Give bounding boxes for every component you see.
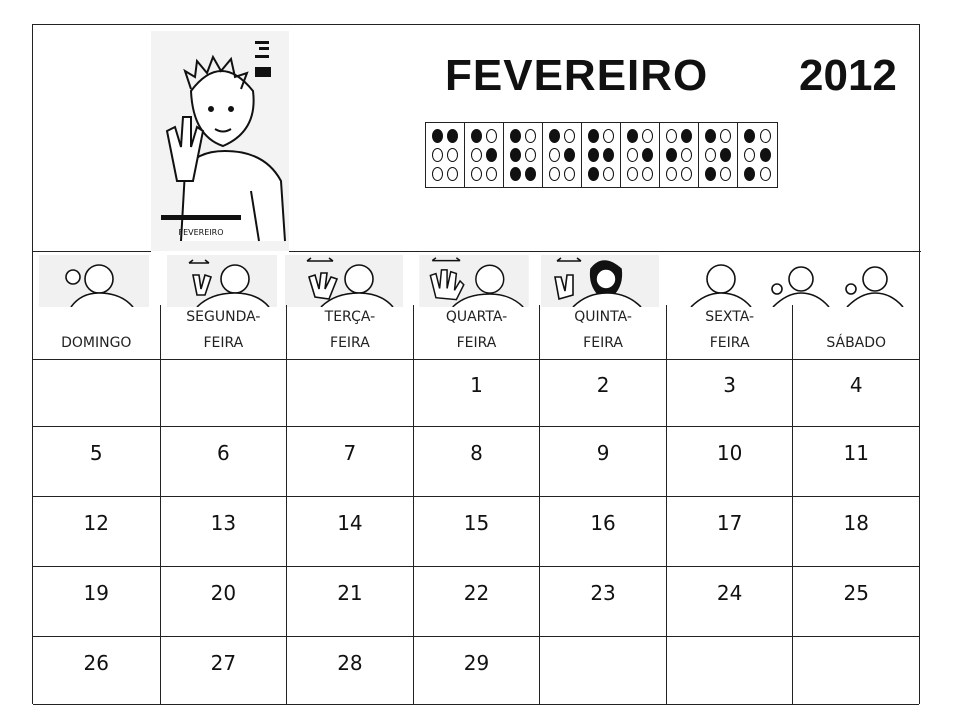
- day-cell: 19: [33, 567, 160, 637]
- sign-terca-icon: [285, 255, 403, 307]
- weekday-label-line2: SÁBADO: [826, 335, 887, 351]
- braille-dot-flat: [681, 148, 692, 162]
- day-cell: 27: [160, 637, 287, 705]
- braille-dot-flat: [603, 167, 614, 181]
- weekday-label-line2: FEIRA: [583, 335, 623, 351]
- year-title: 2012: [799, 51, 897, 100]
- braille-dot-raised: [603, 148, 614, 162]
- empty-day-cell: [33, 359, 160, 427]
- braille-dot-flat: [760, 167, 771, 181]
- braille-dot-flat: [447, 167, 458, 181]
- braille-cell: [504, 123, 543, 187]
- weekday-header: [539, 305, 666, 359]
- braille-dot-raised: [510, 148, 521, 162]
- braille-cell: [543, 123, 582, 187]
- day-cell: 17: [666, 497, 793, 567]
- braille-dot-raised: [525, 167, 536, 181]
- braille-dot-flat: [705, 148, 716, 162]
- braille-dot-raised: [510, 167, 521, 181]
- braille-dot-flat: [549, 148, 560, 162]
- day-cell: 14: [286, 497, 413, 567]
- day-cell: 11: [792, 427, 919, 497]
- braille-dot-raised: [681, 129, 692, 143]
- month-title: FEVEREIRO: [445, 51, 709, 100]
- braille-dot-raised: [564, 148, 575, 162]
- braille-dot-flat: [471, 148, 482, 162]
- braille-dot-raised: [705, 167, 716, 181]
- day-cell: 12: [33, 497, 160, 567]
- braille-dot-raised: [627, 129, 638, 143]
- braille-dot-flat: [564, 129, 575, 143]
- weekday-header: [160, 305, 287, 359]
- day-cell: 7: [286, 427, 413, 497]
- empty-day-cell: [792, 637, 919, 705]
- braille-dot-raised: [744, 129, 755, 143]
- braille-dot-flat: [720, 129, 731, 143]
- braille-dot-raised: [588, 129, 599, 143]
- day-cell: 10: [666, 427, 793, 497]
- weekday-label-line1: TERÇA-: [324, 309, 376, 325]
- day-cell: 24: [666, 567, 793, 637]
- weekday-label-line2: FEIRA: [203, 335, 244, 351]
- braille-dot-flat: [525, 148, 536, 162]
- day-cell: 21: [286, 567, 413, 637]
- empty-day-cell: [539, 637, 666, 705]
- braille-dot-raised: [471, 129, 482, 143]
- braille-dot-raised: [432, 129, 443, 143]
- braille-dot-raised: [588, 167, 599, 181]
- weekday-label-line2: DOMINGO: [61, 335, 132, 351]
- empty-day-cell: [160, 359, 287, 427]
- weekday-label-line1: QUINTA-: [574, 309, 632, 325]
- braille-dot-flat: [720, 167, 731, 181]
- empty-day-cell: [286, 359, 413, 427]
- day-cell: 6: [160, 427, 287, 497]
- braille-dot-raised: [549, 129, 560, 143]
- weekday-label-line2: FEIRA: [709, 335, 750, 351]
- braille-dot-flat: [549, 167, 560, 181]
- weekday-header: [413, 305, 540, 359]
- braille-dot-raised: [588, 148, 599, 162]
- braille-cell: [426, 123, 465, 187]
- braille-month-name: [425, 122, 778, 188]
- braille-dot-flat: [564, 167, 575, 181]
- day-cell: 3: [666, 359, 793, 427]
- braille-dot-flat: [760, 129, 771, 143]
- braille-dot-flat: [432, 167, 443, 181]
- braille-dot-flat: [486, 167, 497, 181]
- braille-dot-flat: [432, 148, 443, 162]
- weekday-header: [666, 305, 793, 359]
- day-cell: 9: [539, 427, 666, 497]
- braille-dot-raised: [666, 148, 677, 162]
- day-cell: 29: [413, 637, 540, 705]
- sign-domingo-icon: [39, 255, 149, 307]
- day-cell: 20: [160, 567, 287, 637]
- day-cell: 18: [792, 497, 919, 567]
- day-cell: 26: [33, 637, 160, 705]
- braille-dot-raised: [720, 148, 731, 162]
- braille-dot-flat: [525, 129, 536, 143]
- braille-dot-flat: [642, 129, 653, 143]
- braille-dot-raised: [447, 129, 458, 143]
- weekday-label-line1: SEXTA-: [705, 309, 755, 325]
- braille-dot-flat: [486, 129, 497, 143]
- braille-dot-raised: [760, 148, 771, 162]
- braille-cell: [465, 123, 504, 187]
- sign-quarta-icon: [415, 255, 533, 307]
- sign-language-illustration: [151, 31, 289, 251]
- day-cell: 2: [539, 359, 666, 427]
- braille-dot-flat: [681, 167, 692, 181]
- day-cell: 1: [413, 359, 540, 427]
- braille-dot-flat: [603, 129, 614, 143]
- day-cell: 16: [539, 497, 666, 567]
- braille-dot-flat: [627, 148, 638, 162]
- sign-segunda-icon: [167, 255, 277, 307]
- braille-cell: [621, 123, 660, 187]
- braille-dot-flat: [666, 167, 677, 181]
- weekday-label-line2: FEIRA: [330, 335, 370, 351]
- braille-dot-raised: [705, 129, 716, 143]
- sign-sexta-icon: [681, 255, 911, 307]
- weekday-sign-strip: [33, 251, 919, 307]
- day-cell: 8: [413, 427, 540, 497]
- day-cell: 22: [413, 567, 540, 637]
- braille-dot-flat: [642, 167, 653, 181]
- sign-quinta-icon: [541, 255, 659, 307]
- braille-cell: [660, 123, 699, 187]
- braille-dot-flat: [744, 148, 755, 162]
- calendar-frame: [32, 24, 920, 704]
- weekday-header: [792, 305, 919, 359]
- braille-dot-raised: [642, 148, 653, 162]
- day-cell: 15: [413, 497, 540, 567]
- weekday-header-row: [33, 305, 919, 360]
- empty-day-cell: [666, 637, 793, 705]
- weekday-label-line1: SEGUNDA-: [186, 309, 261, 325]
- braille-dot-raised: [744, 167, 755, 181]
- calendar-grid: [33, 359, 919, 705]
- day-cell: 23: [539, 567, 666, 637]
- illustration-caption: FEVEREIRO: [178, 228, 224, 237]
- braille-dot-raised: [486, 148, 497, 162]
- braille-dot-flat: [447, 148, 458, 162]
- day-cell: 28: [286, 637, 413, 705]
- day-cell: 5: [33, 427, 160, 497]
- braille-dot-raised: [510, 129, 521, 143]
- day-cell: 13: [160, 497, 287, 567]
- braille-cell: [582, 123, 621, 187]
- braille-cell: [738, 123, 777, 187]
- braille-cell: [699, 123, 738, 187]
- braille-dot-flat: [471, 167, 482, 181]
- calendar-header: [33, 25, 919, 251]
- braille-dot-flat: [627, 167, 638, 181]
- day-cell: 4: [792, 359, 919, 427]
- weekday-label-line2: FEIRA: [456, 335, 497, 351]
- day-cell: 25: [792, 567, 919, 637]
- weekday-header: [286, 305, 413, 359]
- braille-dot-flat: [666, 129, 677, 143]
- weekday-label-line1: QUARTA-: [445, 309, 508, 325]
- weekday-header: [33, 305, 160, 359]
